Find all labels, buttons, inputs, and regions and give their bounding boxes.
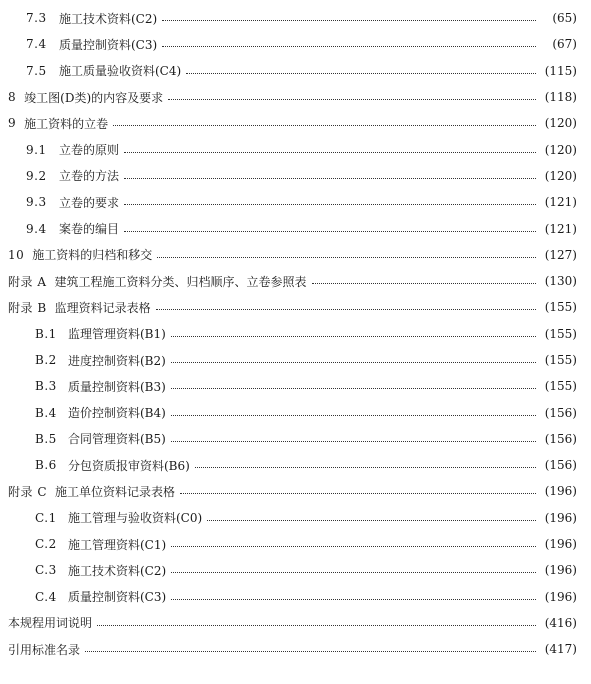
toc-entry[interactable] bbox=[0, 373, 591, 399]
toc-entry-title: 本规程用词说明 bbox=[8, 616, 93, 631]
toc-entry[interactable] bbox=[0, 215, 591, 241]
toc-entry-page-number: (65) bbox=[552, 11, 577, 26]
toc-entry[interactable] bbox=[0, 505, 591, 531]
toc-entry-page-number: (155) bbox=[544, 353, 577, 367]
toc-entry-page-number: (196) bbox=[544, 589, 577, 604]
toc-entry-title: 质量控制资料(B3) bbox=[68, 379, 166, 394]
toc-entry-page-number: (155) bbox=[544, 379, 577, 394]
toc-entry-page-number: (130) bbox=[544, 274, 577, 289]
toc-entry-page-number: (120) bbox=[544, 116, 577, 131]
toc-entry[interactable] bbox=[0, 242, 591, 268]
toc-entry-number: 9.2 bbox=[26, 168, 47, 183]
toc-entry-number: C.1 bbox=[35, 510, 57, 525]
toc-entry-page-number: (120) bbox=[544, 168, 577, 183]
toc-entry-number: B.1 bbox=[35, 326, 57, 341]
dot-leader bbox=[186, 72, 536, 74]
toc-entry-page-number: (416) bbox=[544, 615, 577, 630]
table-of-contents bbox=[0, 5, 591, 662]
toc-entry[interactable] bbox=[0, 636, 591, 662]
dot-leader bbox=[124, 203, 536, 205]
toc-entry-title: 施工资料的归档和移交 bbox=[32, 248, 153, 263]
toc-entry[interactable] bbox=[0, 478, 591, 504]
toc-entry[interactable] bbox=[0, 163, 591, 189]
toc-entry[interactable] bbox=[0, 452, 591, 478]
toc-entry-page-number: (196) bbox=[544, 510, 577, 525]
toc-entry-title: 监理资料记录表格 bbox=[54, 300, 151, 315]
toc-entry-page-number: (156) bbox=[544, 458, 577, 473]
toc-entry[interactable] bbox=[0, 5, 591, 31]
toc-entry-number: 7.3 bbox=[26, 11, 47, 26]
dot-leader bbox=[124, 177, 536, 179]
dot-leader bbox=[171, 440, 536, 442]
dot-leader bbox=[124, 151, 536, 153]
toc-entry-number: 9.4 bbox=[26, 221, 47, 236]
toc-entry[interactable] bbox=[0, 110, 591, 136]
dot-leader bbox=[162, 19, 536, 21]
dot-leader bbox=[97, 624, 536, 626]
toc-entry-title: 立卷的方法 bbox=[59, 169, 120, 184]
dot-leader bbox=[124, 230, 536, 232]
toc-entry-page-number: (121) bbox=[544, 195, 577, 210]
toc-entry[interactable] bbox=[0, 294, 591, 320]
toc-entry-title: 质量控制资料(C3) bbox=[68, 590, 167, 605]
toc-entry-title: 立卷的原则 bbox=[59, 143, 120, 158]
toc-entry-number: 10 bbox=[8, 247, 25, 262]
toc-entry-number: 8 bbox=[8, 90, 17, 105]
toc-entry-page-number: (67) bbox=[552, 37, 577, 52]
toc-entry[interactable] bbox=[0, 557, 591, 583]
dot-leader bbox=[195, 466, 536, 468]
toc-entry-title: 施工技术资料(C2) bbox=[68, 563, 167, 578]
toc-entry-number: 附录 C bbox=[8, 484, 47, 499]
toc-entry-number: B.3 bbox=[35, 379, 57, 394]
toc-entry-page-number: (121) bbox=[544, 221, 577, 236]
dot-leader bbox=[171, 414, 536, 416]
toc-entry-title: 造价控制资料(B4) bbox=[68, 406, 166, 421]
toc-entry[interactable] bbox=[0, 136, 591, 162]
dot-leader bbox=[168, 98, 536, 100]
toc-entry[interactable] bbox=[0, 84, 591, 110]
toc-entry-page-number: (155) bbox=[544, 326, 577, 341]
toc-entry-page-number: (196) bbox=[544, 537, 577, 552]
toc-entry-number: 7.5 bbox=[26, 63, 47, 78]
toc-entry-number: 附录 B bbox=[8, 300, 47, 315]
toc-entry-number: 9.1 bbox=[26, 142, 47, 157]
toc-entry-page-number: (118) bbox=[544, 90, 577, 105]
toc-entry-title: 案卷的编目 bbox=[59, 222, 120, 237]
toc-entry-title: 施工质量验收资料(C4) bbox=[59, 64, 182, 79]
toc-entry-page-number: (196) bbox=[544, 484, 577, 499]
dot-leader bbox=[171, 361, 536, 363]
toc-entry[interactable] bbox=[0, 321, 591, 347]
dot-leader bbox=[162, 45, 536, 47]
toc-entry-page-number: (155) bbox=[544, 300, 577, 315]
dot-leader bbox=[171, 598, 536, 600]
toc-entry-title: 立卷的要求 bbox=[59, 195, 120, 210]
toc-entry-title: 建筑工程施工资料分类、归档顺序、立卷参照表 bbox=[54, 274, 307, 289]
dot-leader bbox=[171, 335, 536, 337]
toc-entry-page-number: (127) bbox=[544, 247, 577, 262]
toc-entry-page-number: (417) bbox=[544, 642, 577, 657]
toc-entry-number: 7.4 bbox=[26, 37, 47, 52]
toc-entry-page-number: (120) bbox=[544, 142, 577, 157]
toc-entry-title: 分包资质报审资料(B6) bbox=[68, 458, 190, 473]
dot-leader bbox=[171, 545, 536, 547]
toc-entry[interactable] bbox=[0, 531, 591, 557]
toc-entry[interactable] bbox=[0, 189, 591, 215]
toc-entry-title: 施工单位资料记录表格 bbox=[55, 484, 176, 499]
toc-entry[interactable] bbox=[0, 426, 591, 452]
toc-entry-page-number: (196) bbox=[544, 563, 577, 578]
toc-entry-number: C.2 bbox=[35, 537, 57, 552]
toc-entry[interactable] bbox=[0, 31, 591, 57]
dot-leader bbox=[156, 308, 536, 310]
toc-entry-title: 施工资料的立卷 bbox=[24, 116, 109, 131]
toc-entry[interactable] bbox=[0, 584, 591, 610]
toc-entry-title: 质量控制资料(C3) bbox=[59, 37, 158, 52]
toc-entry-page-number: (156) bbox=[544, 405, 577, 420]
dot-leader bbox=[180, 492, 536, 494]
toc-entry-number: C.3 bbox=[35, 563, 57, 578]
toc-entry-title: 竣工图(D类)的内容及要求 bbox=[24, 90, 164, 105]
toc-entry-number: 附录 A bbox=[8, 274, 47, 289]
dot-leader bbox=[85, 650, 536, 652]
dot-leader bbox=[312, 282, 537, 284]
toc-entry-page-number: (115) bbox=[544, 63, 577, 78]
toc-entry-title: 引用标准名录 bbox=[8, 642, 81, 657]
dot-leader bbox=[113, 124, 536, 126]
dot-leader bbox=[157, 256, 536, 258]
toc-entry-number: B.2 bbox=[35, 353, 57, 367]
toc-entry[interactable] bbox=[0, 610, 591, 636]
toc-entry[interactable] bbox=[0, 268, 591, 294]
toc-entry-title: 进度控制资料(B2) bbox=[68, 353, 166, 368]
dot-leader bbox=[171, 571, 536, 573]
toc-entry-number: 9.3 bbox=[26, 195, 47, 210]
toc-entry-title: 合同管理资料(B5) bbox=[68, 432, 166, 447]
toc-entry[interactable] bbox=[0, 347, 591, 373]
toc-entry-title: 施工管理与验收资料(C0) bbox=[68, 511, 203, 526]
toc-entry-title: 施工技术资料(C2) bbox=[59, 11, 158, 26]
dot-leader bbox=[171, 387, 536, 389]
toc-entry-number: C.4 bbox=[35, 589, 57, 604]
toc-entry-number: B.6 bbox=[35, 458, 57, 473]
dot-leader bbox=[207, 519, 536, 521]
toc-entry-number: B.4 bbox=[35, 405, 57, 420]
toc-entry[interactable] bbox=[0, 399, 591, 425]
toc-entry[interactable] bbox=[0, 58, 591, 84]
toc-entry-page-number: (156) bbox=[544, 431, 577, 446]
toc-entry-title: 施工管理资料(C1) bbox=[68, 537, 167, 552]
toc-entry-title: 监理管理资料(B1) bbox=[68, 327, 166, 342]
toc-entry-number: 9 bbox=[8, 116, 17, 131]
toc-entry-number: B.5 bbox=[35, 431, 57, 446]
